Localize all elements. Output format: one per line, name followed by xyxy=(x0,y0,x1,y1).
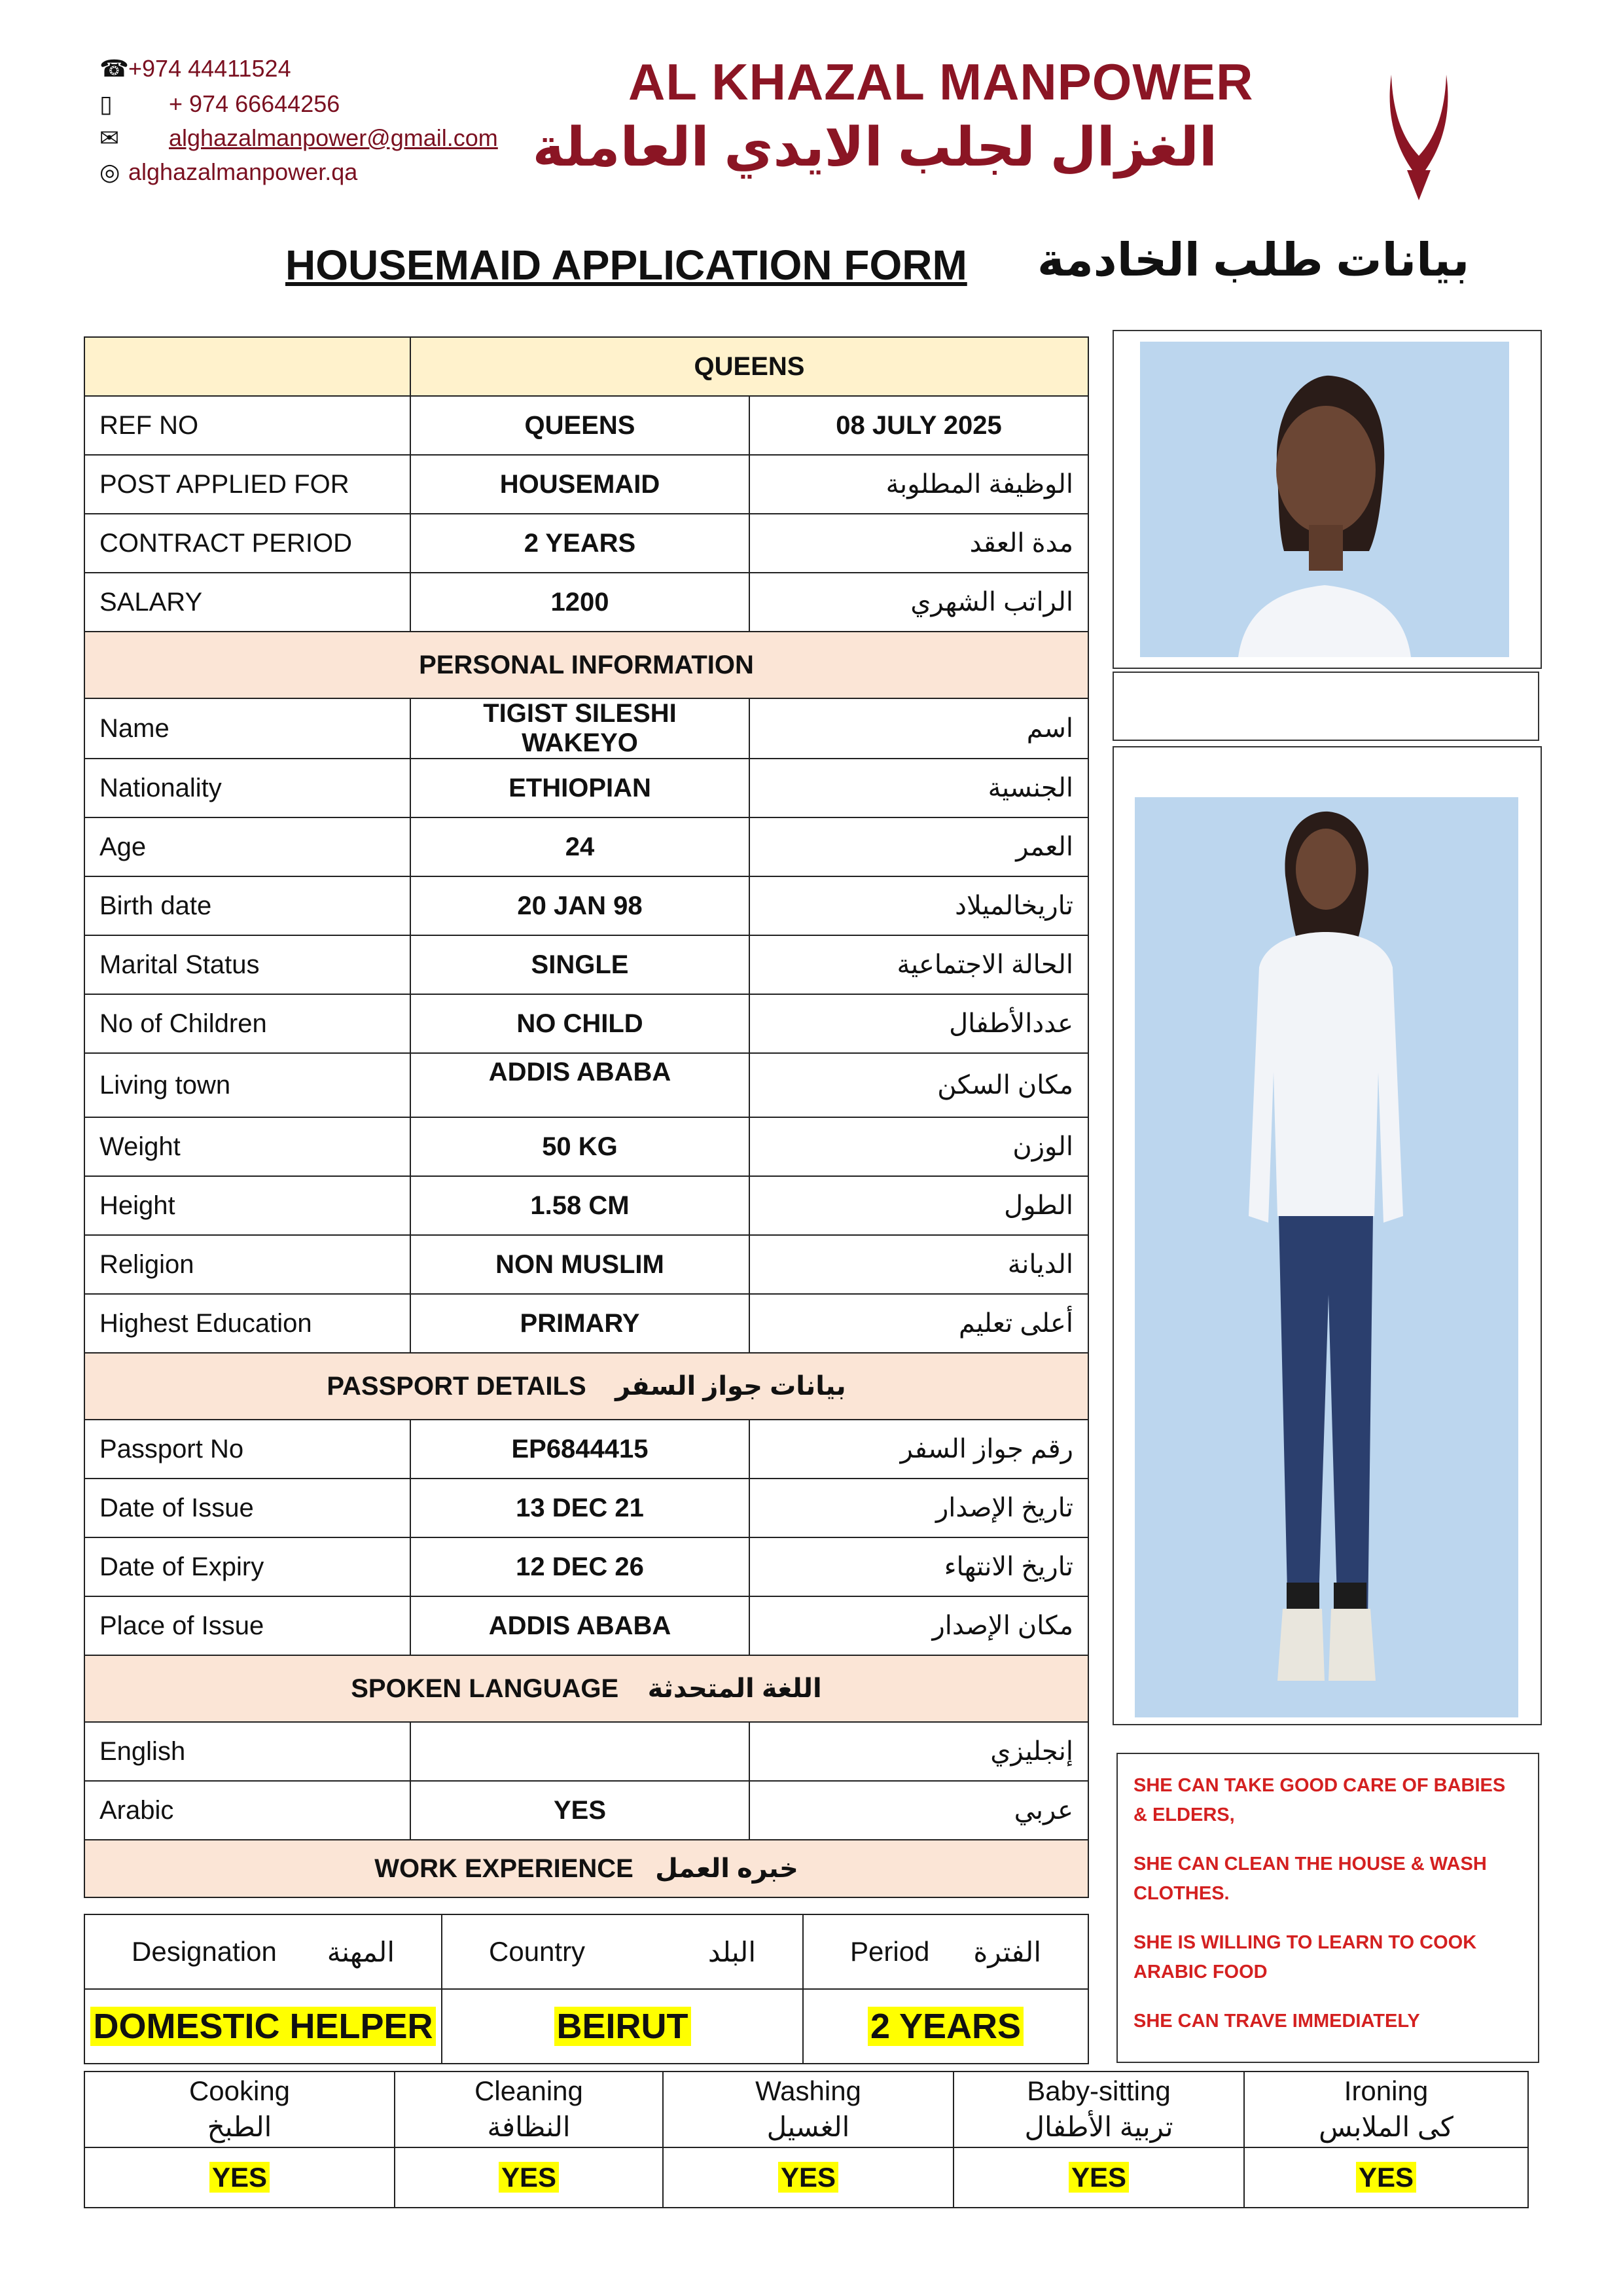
note-item: SHE CAN CLEAN THE HOUSE & WASH CLOTHES. xyxy=(1133,1853,1487,1904)
table-row xyxy=(84,994,1088,1053)
row-label: Highest Education xyxy=(84,1294,410,1353)
row-value: 24 xyxy=(410,817,749,876)
section-title-ar: اللغة المتحدثة xyxy=(647,1674,822,1703)
table-row xyxy=(84,1053,1088,1117)
table-row xyxy=(84,1117,1088,1176)
globe-icon: ◎ xyxy=(99,158,120,185)
website-line xyxy=(99,158,357,186)
row-label-ar: أعلى تعليم xyxy=(749,1294,1088,1353)
section-title-ar: بيانات جواز السفر xyxy=(615,1372,846,1401)
form-title-ar: بيانات طلب الخادمة xyxy=(1037,234,1470,285)
row-label-ar: الجنسية xyxy=(749,759,1088,817)
row-value: 50 KG xyxy=(410,1117,749,1176)
phone-line-1: ☎+974 44411524 xyxy=(99,55,291,82)
table-row xyxy=(84,1420,1088,1479)
row-value: 1200 xyxy=(410,573,749,632)
section-title-ar: خبره العمل xyxy=(655,1854,798,1883)
row-label: Birth date xyxy=(84,876,410,935)
skill-value: YES xyxy=(954,2147,1244,2208)
full-body-figure-icon xyxy=(1135,797,1518,1717)
section-title xyxy=(84,1840,1088,1897)
table-row xyxy=(84,455,1088,514)
form-title-en: HOUSEMAID APPLICATION FORM xyxy=(285,242,967,289)
table-row xyxy=(84,935,1088,994)
note-item: SHE CAN TRAVE IMMEDIATELY xyxy=(1133,2010,1420,2032)
agency-header: QUEENS xyxy=(410,337,1088,396)
skill-ironing: Ironing کی الملابس xyxy=(1244,2072,1528,2147)
skill-cleaning: Cleaning النظافة xyxy=(395,2072,663,2147)
table-row xyxy=(84,573,1088,632)
row-value: 1.58 CM xyxy=(410,1176,749,1235)
row-label-ar: إنجليزي xyxy=(749,1722,1088,1781)
row-label: Date of Issue xyxy=(84,1479,410,1537)
table-row xyxy=(84,337,1088,396)
portrait-photo-frame xyxy=(1113,330,1542,669)
row-value: 20 JAN 98 xyxy=(410,876,749,935)
section-header-work xyxy=(84,1840,1088,1897)
row-label: Weight xyxy=(84,1117,410,1176)
row-label: Name xyxy=(84,698,410,759)
table-row xyxy=(84,817,1088,876)
skill-value: YES xyxy=(1244,2147,1528,2208)
row-label: SALARY xyxy=(84,573,410,632)
row-value: 2 YEARS xyxy=(410,514,749,573)
section-title-en: WORK EXPERIENCE xyxy=(374,1854,633,1883)
table-row xyxy=(84,514,1088,573)
row-value: NON MUSLIM xyxy=(410,1235,749,1294)
row-value: EP6844415 xyxy=(410,1420,749,1479)
website-link[interactable]: alghazalmanpower.qa xyxy=(128,158,358,185)
country-cell: BEIRUT xyxy=(442,1989,803,2064)
row-value: SINGLE xyxy=(410,935,749,994)
col-designation-header: Designation المهنة xyxy=(84,1914,442,1989)
row-value: 13 DEC 21 xyxy=(410,1479,749,1537)
row-label: CONTRACT PERIOD xyxy=(84,514,410,573)
row-label: REF NO xyxy=(84,396,410,455)
section-title-en: SPOKEN LANGUAGE xyxy=(351,1674,619,1703)
row-value: HOUSEMAID xyxy=(410,455,749,514)
work-experience-table xyxy=(84,1914,1089,2064)
row-label-ar: الراتب الشهري xyxy=(749,573,1088,632)
mobile-phone-icon: ▯ xyxy=(99,90,113,117)
table-row xyxy=(84,2072,1528,2147)
row-value: YES xyxy=(410,1781,749,1840)
row-label-ar: العمر xyxy=(749,817,1088,876)
row-label-ar: تاريخ الإصدار xyxy=(749,1479,1088,1537)
brand-name-ar: الغزال لجلب الايدي العاملة xyxy=(532,118,1217,177)
row-value: TIGIST SILESHI WAKEYO xyxy=(410,698,749,759)
row-label: No of Children xyxy=(84,994,410,1053)
table-row xyxy=(84,1914,1088,1989)
row-value: ADDIS ABABA xyxy=(410,1596,749,1655)
table-row xyxy=(84,1235,1088,1294)
skill-value: YES xyxy=(84,2147,395,2208)
row-value: ADDIS ABABA xyxy=(410,1053,749,1117)
row-label: Height xyxy=(84,1176,410,1235)
row-label: Passport No xyxy=(84,1420,410,1479)
table-row xyxy=(84,1479,1088,1537)
email-link[interactable]: alghazalmanpower@gmail.com xyxy=(169,124,498,151)
table-row xyxy=(84,1989,1088,2064)
skill-value: YES xyxy=(395,2147,663,2208)
row-value: ETHIOPIAN xyxy=(410,759,749,817)
row-label-ar: الحالة الاجتماعية xyxy=(749,935,1088,994)
section-header-passport xyxy=(84,1353,1088,1420)
table-row xyxy=(84,698,1088,759)
empty-cell xyxy=(84,337,410,396)
envelope-icon: ✉ xyxy=(99,124,120,151)
row-label-ar: مكان السكن xyxy=(749,1053,1088,1117)
row-label-ar: الديانة xyxy=(749,1235,1088,1294)
col-period-header: Period الفترة xyxy=(803,1914,1088,1989)
period-cell: 2 YEARS xyxy=(803,1989,1088,2064)
row-value xyxy=(410,1722,749,1781)
note-item: SHE CAN TAKE GOOD CARE OF BABIES & ELDERS, xyxy=(1133,1775,1506,1825)
row-label-ar: مكان الإصدار xyxy=(749,1596,1088,1655)
row-label-ar: الوظيفة المطلوبة xyxy=(749,455,1088,514)
table-row xyxy=(84,1781,1088,1840)
row-value: PRIMARY xyxy=(410,1294,749,1353)
row-value: 12 DEC 26 xyxy=(410,1537,749,1596)
row-label-ar: مدة العقد xyxy=(749,514,1088,573)
row-label: Religion xyxy=(84,1235,410,1294)
table-row xyxy=(84,1537,1088,1596)
top-rows xyxy=(84,396,1088,632)
table-row xyxy=(84,1294,1088,1353)
note-item: SHE IS WILLING TO LEARN TO COOK ARABIC FOOD xyxy=(1133,1931,1477,1982)
table-row xyxy=(84,759,1088,817)
brand-name-en: AL KHAZAL MANPOWER xyxy=(628,53,1254,111)
section-title xyxy=(84,1353,1088,1420)
table-row xyxy=(84,1596,1088,1655)
section-header-language xyxy=(84,1655,1088,1722)
row-label-ar: عددالأطفال xyxy=(749,994,1088,1053)
email-line xyxy=(99,124,498,152)
section-header-personal xyxy=(84,632,1088,698)
row-label-ar: الطول xyxy=(749,1176,1088,1235)
section-title: PERSONAL INFORMATION xyxy=(84,632,1088,698)
col-country-header: Country البلد xyxy=(442,1914,803,1989)
row-label-ar: الوزن xyxy=(749,1117,1088,1176)
language-rows xyxy=(84,1722,1088,1840)
notes-box xyxy=(1116,1753,1539,2063)
row-value: QUEENS xyxy=(410,396,749,455)
section-title-en: PASSPORT DETAILS xyxy=(327,1372,586,1401)
row-label-ar: تاريخالميلاد xyxy=(749,876,1088,935)
application-table xyxy=(84,336,1089,1898)
table-row xyxy=(84,1722,1088,1781)
table-row xyxy=(84,876,1088,935)
empty-caption-box xyxy=(1113,672,1539,741)
row-label: English xyxy=(84,1722,410,1781)
skill-washing: Washing الغسيل xyxy=(663,2072,954,2147)
skill-baby-sitting: Baby-sitting تربية الأطفال xyxy=(954,2072,1244,2147)
full-body-photo-frame xyxy=(1113,746,1542,1725)
row-label: Age xyxy=(84,817,410,876)
table-row xyxy=(84,396,1088,455)
gazelle-horns-logo-icon xyxy=(1380,72,1458,203)
row-label-ar: اسم xyxy=(749,698,1088,759)
portrait-photo xyxy=(1140,342,1509,657)
row-label: Arabic xyxy=(84,1781,410,1840)
personal-rows xyxy=(84,698,1088,1353)
section-title xyxy=(84,1655,1088,1722)
passport-rows xyxy=(84,1420,1088,1655)
row-label: POST APPLIED FOR xyxy=(84,455,410,514)
table-row xyxy=(84,1176,1088,1235)
skill-cooking: Cooking الطبخ xyxy=(84,2072,395,2147)
table-row xyxy=(84,2147,1528,2208)
row-label: Place of Issue xyxy=(84,1596,410,1655)
row-label: Marital Status xyxy=(84,935,410,994)
row-label: Date of Expiry xyxy=(84,1537,410,1596)
row-label: Living town xyxy=(84,1053,410,1117)
row-label: Nationality xyxy=(84,759,410,817)
telephone-icon: ☎ xyxy=(99,55,129,82)
phone-line-2: ▯ + 974 66644256 xyxy=(99,90,340,117)
skills-table xyxy=(84,2071,1529,2208)
row-label-ar: عربي xyxy=(749,1781,1088,1840)
row-label-ar: رقم جواز السفر xyxy=(749,1420,1088,1479)
full-body-photo xyxy=(1135,797,1518,1717)
form-date: 08 JULY 2025 xyxy=(749,396,1088,455)
row-label-ar: تاريخ الانتهاء xyxy=(749,1537,1088,1596)
portrait-figure-icon xyxy=(1140,342,1509,657)
row-value: NO CHILD xyxy=(410,994,749,1053)
skill-value: YES xyxy=(663,2147,954,2208)
designation-cell: DOMESTIC HELPER xyxy=(84,1989,442,2064)
